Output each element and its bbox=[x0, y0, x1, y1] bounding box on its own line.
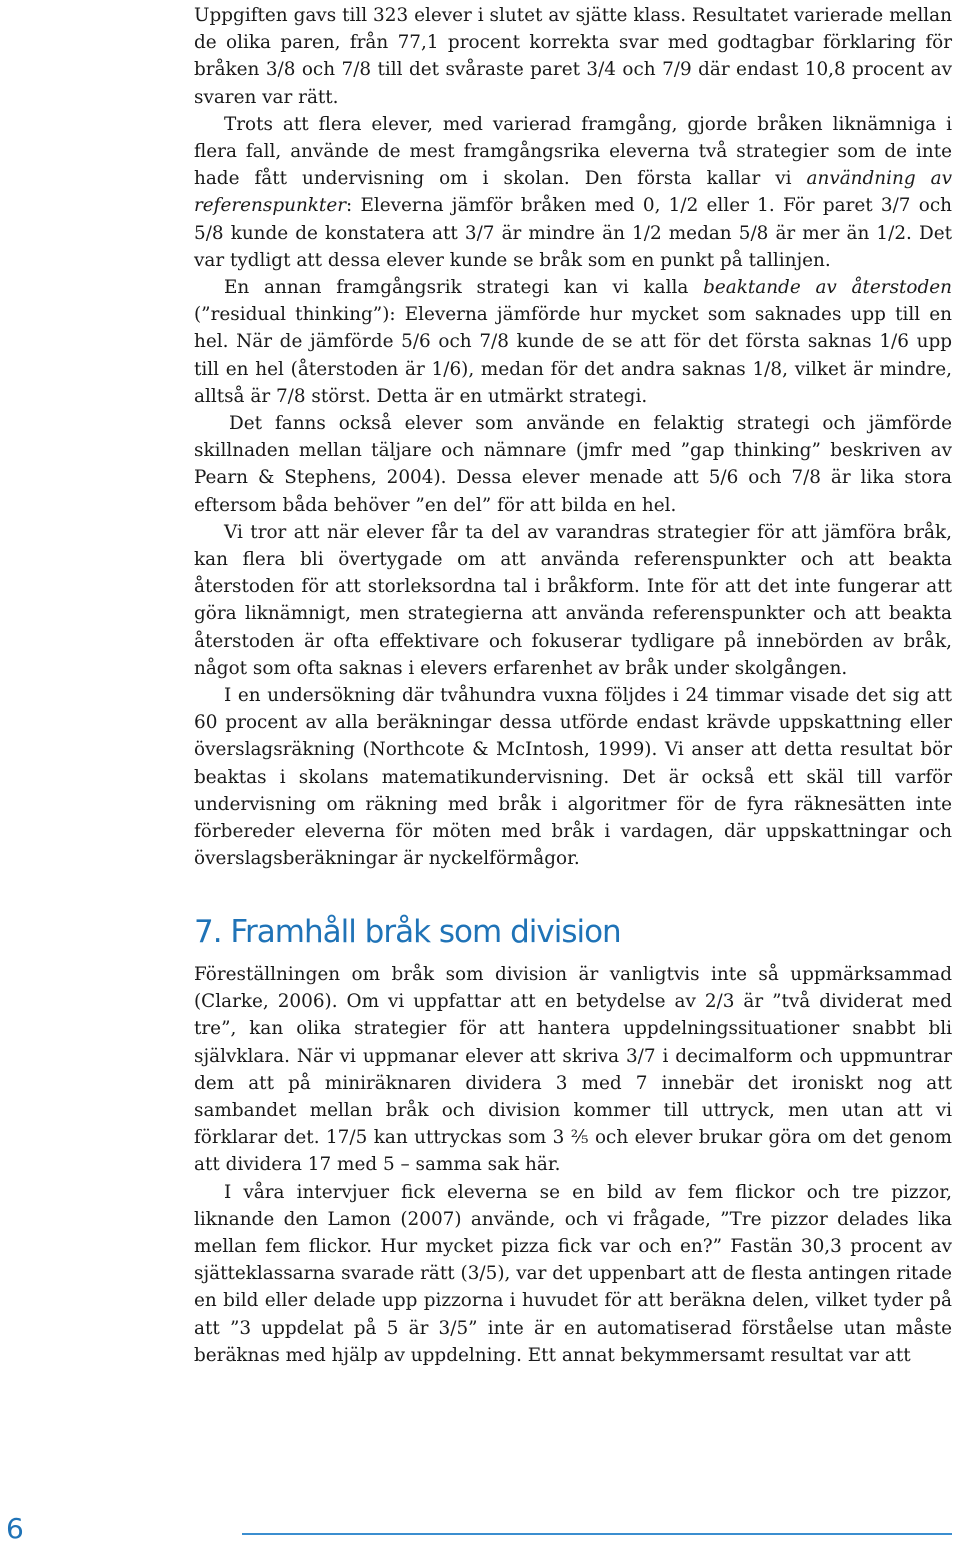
paragraph: Det fanns också elever som använde en felaktig strategi och jämförde skillnaden mellan täljare och nämnare (jmfr med ”gap thinking” beskriven av Pearn & Stephens, 2004). Dessa elever menade att 5/6 och 7/8 är lika stora eftersom båda behöver ”en del” för att bilda en hel. bbox=[194, 413, 952, 516]
paragraph-text: En annan framgångsrik strategi kan vi kalla bbox=[224, 277, 704, 299]
section-heading-block bbox=[194, 912, 952, 952]
paragraph: I våra intervjuer fick eleverna se en bild av fem flickor och tre pizzor, liknande den Lamon (2007) använde, och vi frågade, ”Tre pizzor delades lika mellan fem flickor. Hur mycket pizza fick var och en?” Fastän 30,3 procent av sjätteklassarna svarade rätt (3/5), var det uppenbart att de flesta antingen ritade en bild eller delade upp pizzorna i huvudet för att beräkna delen, vilket tyder på att ”3 uppdelat på 5 är 3/5” inte är en automatiserad förståelse utan måste beräknas med hjälp av uppdelning. Ett annat bekymmersamt resultat var att bbox=[194, 1181, 952, 1366]
page-number: 6 bbox=[6, 1512, 24, 1545]
body-text-top bbox=[194, 2, 952, 873]
paragraph: Vi tror att när elever får ta del av varandras strategier för att jämföra bråk, kan flera bli övertygade om att använda referenspunkter och att beakta återstoden för att storleksordna tal i bråkform. Inte för att det inte fungerar att göra liknämnigt, men strategierna att använda referenspunkter och att beakta återstoden är ofta effektivare och fokuserar tydligare på innebörden av bråk, något som ofta saknas i elevers erfarenhet av bråk under skolgången. bbox=[194, 521, 952, 679]
paragraph: Föreställningen om bråk som division är vanligtvis inte så uppmärksammad (Clarke, 2006). Om vi uppfattar att en betydelse av 2/3 är ”två dividerat med tre”, kan olika strategier för att hantera uppdelningssituationer snabbt bli självklara. När vi uppmanar elever att skriva 3/7 i decimalform och uppmuntrar dem att på miniräknaren dividera 3 med 7 innebär det ironiskt nog att sambandet mellan bråk och division kommer till uttryck, men utan att vi förklarar det. 17/5 kan uttryckas som 3 ²⁄₅ och elever brukar göra om det genom att dividera 17 med 5 – samma sak här. bbox=[194, 964, 952, 1176]
emphasis-term: användning av referenspunkter bbox=[194, 168, 952, 217]
paragraph bbox=[194, 111, 952, 274]
paragraph bbox=[194, 274, 952, 410]
paragraph: I en undersökning där tvåhundra vuxna följdes i 24 timmar visade det sig att 60 procent av alla beräkningar dessa utförde endast krävde uppskattning eller överslagsräkning (Northcote & McIntosh, 1999). Vi anser att detta resultat bör beaktas i skolans matematikundervisning. Det är också ett skäl till varför undervisning om räkning med bråk i algoritmer för de fyra räknesätten inte förbereder eleverna för möten med bråk i vardagen, där uppskattningar och överslagsberäkningar är nyckelförmågor. bbox=[194, 685, 952, 870]
body-text-bottom bbox=[194, 961, 952, 1369]
paragraph-text: : Eleverna jämför bråken med 0, 1/2 eller 1. För paret 3/7 och 5/8 kunde de konstatera att 3/7 är mindre än 1/2 medan 5/8 är mer än 1/2. Det var tydligt att dessa elever kunde se bråk som en punkt på tallinjen. bbox=[194, 195, 952, 271]
section-heading: 7. Framhåll bråk som division bbox=[194, 914, 621, 950]
paragraph-text: (”residual thinking”): Eleverna jämförde hur mycket som saknades upp till en hel. När de jämförde 5/6 och 7/8 kunde de se att för det första saknas 1/6 upp till en hel (återstoden är 1/6), medan för det andra saknas 1/8, vilket är mindre, alltså är 7/8 störst. Detta är en utmärkt strategi. bbox=[194, 304, 952, 407]
paragraph: Uppgiften gavs till 323 elever i slutet av sjätte klass. Resultatet varierade mellan de olika paren, från 77,1 procent korrekta svar med godtagbar förklaring för bråken 3/8 och 7/8 till det svåraste paret 3/4 och 7/9 där endast 10,8 procent av svaren var rätt. bbox=[194, 5, 952, 108]
emphasis-term: beaktande av återstoden bbox=[703, 277, 952, 299]
paragraph-text: Trots att flera elever, med varierad framgång, gjorde bråken liknämniga i flera fall, använde de mest framgångsrika eleverna två strategier som de inte hade fått undervisning om i skolan. Den första kallar vi bbox=[194, 113, 952, 190]
footer-rule bbox=[242, 1533, 952, 1535]
